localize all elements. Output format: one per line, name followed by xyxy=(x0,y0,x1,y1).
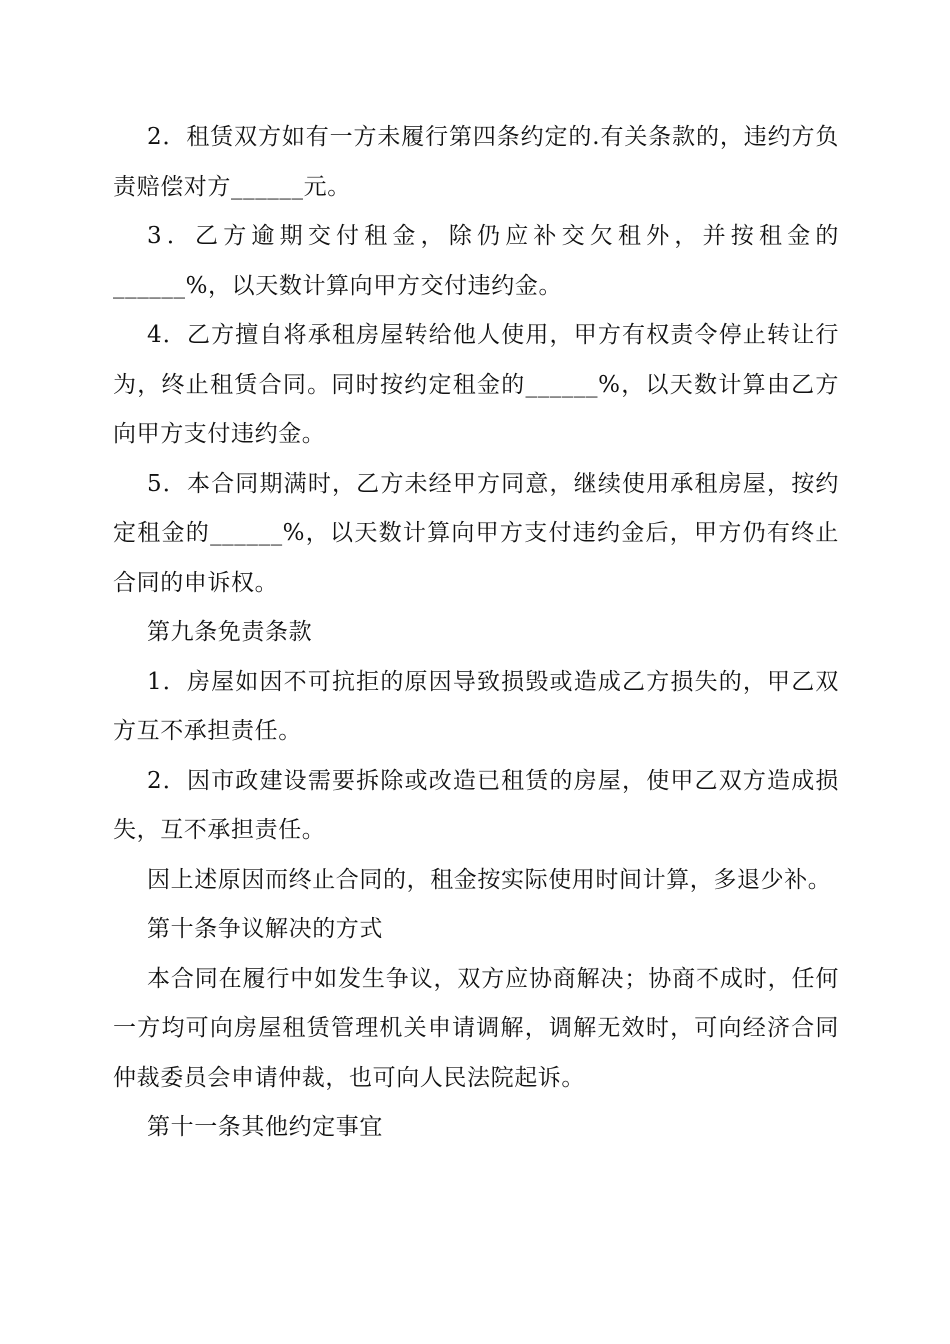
clause-10-body: 本合同在履行中如发生争议，双方应协商解决；协商不成时，任何一方均可向房屋租赁管理机关申请调解，调解无效时，可向经济合同仲裁委员会申请仲裁，也可向人民法院起诉。 xyxy=(113,965,839,1091)
clause-8-item-3: 3．乙方逾期交付租金，除仍应补交欠租外，并按租金的______%，以天数计算向甲方交付违约金。 xyxy=(113,223,839,299)
clause-10-heading: 第十条争议解决的方式 xyxy=(147,916,383,942)
clause-11-heading: 第十一条其他约定事宜 xyxy=(147,1114,383,1140)
clause-9-note: 因上述原因而终止合同的，租金按实际使用时间计算，多退少补。 xyxy=(147,866,832,893)
clause-9-heading: 第九条免责条款 xyxy=(147,619,313,645)
clause-9-item-2: 2．因市政建设需要拆除或改造已租赁的房屋，使甲乙双方造成损失，互不承担责任。 xyxy=(113,767,839,843)
clause-9-item-1: 1．房屋如因不可抗拒的原因导致损毁或造成乙方损失的，甲乙双方互不承担责任。 xyxy=(113,668,839,744)
clause-8-item-2: 2．租赁双方如有一方未履行第四条约定的.有关条款的，违约方负责赔偿对方______元。 xyxy=(113,124,839,200)
document-body xyxy=(113,113,839,1153)
clause-8-item-4: 4．乙方擅自将承租房屋转给他人使用，甲方有权责令停止转让行为，终止租赁合同。同时按约定租金的______%，以天数计算由乙方向甲方支付违约金。 xyxy=(113,322,839,447)
clause-8-item-5: 5．本合同期满时，乙方未经甲方同意，继续使用承租房屋，按约定租金的______%，以天数计算向甲方支付违约金后，甲方仍有终止合同的申诉权。 xyxy=(113,470,839,596)
